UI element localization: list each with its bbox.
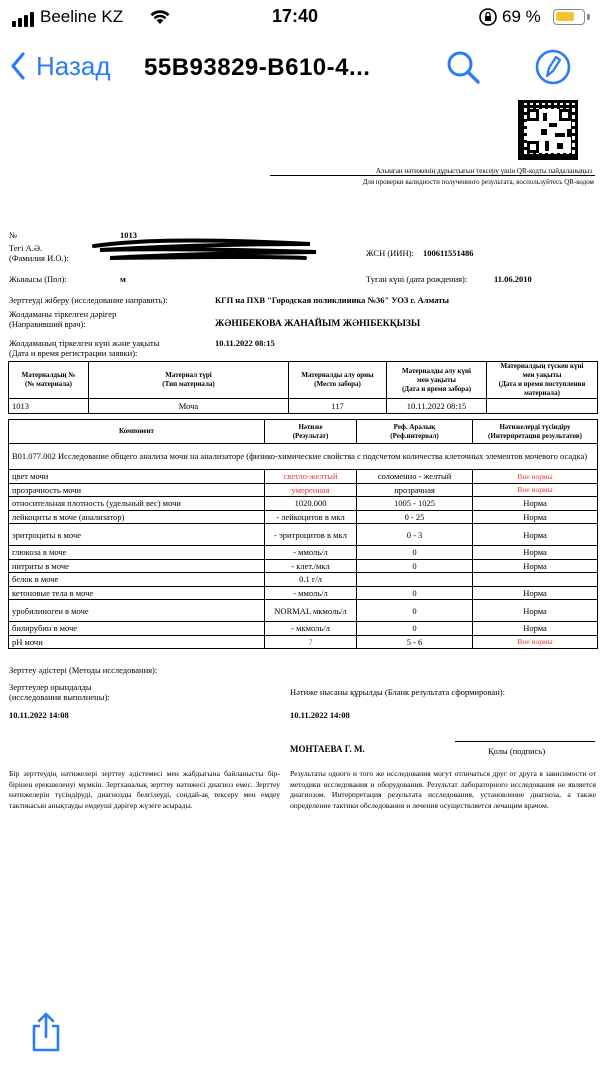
- pdf-document[interactable]: [0, 98, 600, 998]
- number-label: №: [9, 230, 18, 240]
- done-value: 10.11.2022 14:08: [9, 710, 69, 720]
- material-header-cell: Материал түрі (Тип материала): [89, 362, 289, 399]
- regdate-value: 10.11.2022 08:15: [215, 338, 275, 348]
- material-cell: 117: [289, 399, 387, 414]
- method-label: Зерттеу әдістері (Методы исследования):: [9, 665, 158, 675]
- test-title-row: [9, 444, 598, 470]
- regdate-label-kz: Жолдаманың тіркелген күні және уақыты: [9, 338, 160, 348]
- dob-label: Туған күні (дата рождения):: [366, 274, 468, 284]
- done-label-ru: (исследования выполнены):: [9, 692, 110, 702]
- result-name: эритроциты в моче: [9, 524, 265, 546]
- signature-line: [455, 741, 595, 742]
- result-value: светло-желтый: [265, 470, 357, 484]
- result-interpretation: Норма: [473, 497, 598, 511]
- result-interpretation: Вне нормы: [473, 635, 598, 649]
- result-interpretation: Норма: [473, 524, 598, 546]
- result-interpretation: Норма: [473, 622, 598, 636]
- result-name: уробилиноген в моче: [9, 600, 265, 622]
- battery-tip: [587, 14, 590, 20]
- material-header-cell: Материалдың түскен күні мен уақыты (Дата и время поступления материала): [487, 362, 598, 399]
- doctor-label-kz: Жолдаманы тіркелген дәрігер: [9, 309, 117, 319]
- qr-note-divider: [270, 175, 595, 176]
- material-cell: 1013: [9, 399, 89, 414]
- result-row: [9, 510, 598, 524]
- material-table: [8, 361, 598, 414]
- navigation-bar: [0, 36, 600, 98]
- name-label-ru: (Фамилия И.О.):: [9, 253, 69, 263]
- result-value: 1020.000: [265, 497, 357, 511]
- result-row: [9, 622, 598, 636]
- material-header-cell: Материалды алу күні мен уақыты (Дата и время забора): [387, 362, 487, 399]
- result-value: - клет./мкл: [265, 559, 357, 573]
- results-header-cell: Нәтижелерді түсіндіру (Интерпретация результатов): [473, 420, 598, 444]
- result-interpretation: Норма: [473, 586, 598, 600]
- markup-icon: [534, 48, 572, 86]
- result-interpretation: Норма: [473, 546, 598, 560]
- result-row: [9, 600, 598, 622]
- iin-label: ЖСН (ИИН):: [366, 248, 414, 258]
- result-interpretation: Вне нормы: [473, 470, 598, 484]
- name-label-kz: Тегі А.Ә.: [9, 243, 43, 253]
- regdate-label-ru: (Дата и время регистрации заявки):: [9, 348, 138, 358]
- sent-value: КГП на ПХВ "Городская поликлиника №36" УОЗ г. Алматы: [215, 295, 450, 305]
- result-interpretation: Норма: [473, 600, 598, 622]
- result-ref-interval: 0 - 3: [357, 524, 473, 546]
- result-value: - ммоль/л: [265, 586, 357, 600]
- result-row: [9, 524, 598, 546]
- result-interpretation: Норма: [473, 559, 598, 573]
- sex-value: м: [120, 274, 126, 284]
- result-interpretation: Вне нормы: [473, 483, 598, 497]
- result-row: [9, 635, 598, 649]
- chevron-left-icon: [10, 52, 26, 80]
- dob-value: 11.06.2010: [494, 274, 532, 284]
- result-row: [9, 586, 598, 600]
- document-title: 55B93829-B610-4...: [144, 54, 371, 81]
- doctor-label-ru: (Направивший врач):: [9, 319, 86, 329]
- result-ref-interval: соломенно - желтый: [357, 470, 473, 484]
- results-header-cell: Реф. Аралық (Реф.интервал): [357, 420, 473, 444]
- results-header-row: [9, 420, 598, 444]
- number-value: 1013: [120, 230, 137, 240]
- material-cell: Моча: [89, 399, 289, 414]
- result-value: умеренная: [265, 483, 357, 497]
- result-row: [9, 470, 598, 484]
- disclaimer-ru: Результаты одного и того же исследования могут отличаться друг от друга в зависимости от методики исследования и оборудования. Результат лабораторного исследования не является диагнозом. Интерпретация результата исследования, установление диагноза, а также определение тактики обследования и лечения осуществляется лечащим врачом.: [290, 769, 596, 810]
- result-name: билирубин в моче: [9, 622, 265, 636]
- results-table: [8, 419, 598, 649]
- result-ref-interval: прозрачная: [357, 483, 473, 497]
- carrier-name: Beeline KZ: [40, 7, 124, 26]
- result-name: лейкоциты в моче (анализатор): [9, 510, 265, 524]
- share-icon: [30, 1012, 62, 1052]
- result-value: 7: [265, 635, 357, 649]
- result-ref-interval: 0: [357, 586, 473, 600]
- material-cell: 10.11.2022 08:15: [387, 399, 487, 414]
- disclaimer-kz: Бір зерттеудің нәтижелері зерттеу әдістемесі мен жабдығына байланысты бір-бірінен ерекшеленуі мүмкін. Зертханалық зерттеу нәтижесі диагноз емес. Зерттеу нәтижелерін түсіндіруді, диагнозды белгілеуді, сондай-ақ тексеру мен емдеу тактикасын анықтауды емдеуші дәрігер жүзеге асырады.: [9, 769, 280, 810]
- result-interpretation: [473, 573, 598, 587]
- battery-icon: [553, 9, 585, 25]
- back-button[interactable]: [10, 46, 111, 86]
- material-header-row: [9, 362, 598, 399]
- qr-code: [518, 100, 578, 160]
- markup-button[interactable]: [534, 48, 572, 91]
- material-row: [9, 399, 598, 414]
- result-ref-interval: 0: [357, 546, 473, 560]
- formed-value: 10.11.2022 14:08: [290, 710, 350, 720]
- status-bar: [0, 0, 600, 34]
- search-icon: [444, 48, 482, 86]
- result-name: кетоновые тела в моче: [9, 586, 265, 600]
- result-ref-interval: 0 - 25: [357, 510, 473, 524]
- result-ref-interval: 0: [357, 559, 473, 573]
- result-row: [9, 483, 598, 497]
- cellular-signal-icon: [12, 9, 36, 27]
- result-interpretation: Норма: [473, 510, 598, 524]
- result-value: - мкмоль/л: [265, 622, 357, 636]
- done-label-kz: Зерттеулер орындалды: [9, 682, 92, 692]
- result-ref-interval: 0: [357, 600, 473, 622]
- signature-label: Қолы (подпись): [488, 746, 546, 756]
- qr-note-ru: Для проверки валидности полученного результата, воспользуйтесь QR-кодом: [362, 178, 594, 186]
- result-ref-interval: 1005 - 1025: [357, 497, 473, 511]
- result-value: - ммоль/л: [265, 546, 357, 560]
- sex-label: Жынысы (Пол):: [9, 274, 67, 284]
- result-name: относительная плотность (удельный вес) мочи: [9, 497, 265, 511]
- test-title: B01.077.002 Исследование общего анализа мочи на анализаторе (физико-химические свойства с подсчетом количества клеточных элементов мочевого осадка): [9, 444, 598, 470]
- material-header-cell: Материалды алу орны (Место забора): [289, 362, 387, 399]
- results-header-cell: Нәтиже (Результат): [265, 420, 357, 444]
- result-ref-interval: 0: [357, 622, 473, 636]
- signer-name: МОНТАЕВА Г. М.: [290, 744, 365, 754]
- material-cell: [487, 399, 598, 414]
- result-value: - лейкоцитов в мкл: [265, 510, 357, 524]
- result-value: NORMAL мкмоль/л: [265, 600, 357, 622]
- doctor-value: ЖӘНІБЕКОВА ЖАНАЙЫМ ЖӘНІБЕКҚЫЗЫ: [215, 319, 421, 329]
- search-button[interactable]: [444, 48, 482, 91]
- result-ref-interval: 5 - 6: [357, 635, 473, 649]
- battery-percent: 69 %: [502, 7, 541, 26]
- redacted-name-scribble: [90, 236, 320, 262]
- results-header-cell: Компонент: [9, 420, 265, 444]
- result-name: цвет мочи: [9, 470, 265, 484]
- result-name: прозрачность мочи: [9, 483, 265, 497]
- result-name: глюкоза в моче: [9, 546, 265, 560]
- share-button[interactable]: [30, 1012, 62, 1057]
- qr-note-kz: Алынған нәтиженің дұрыстығын тексеру үшін QR-кодты пайдаланыңыз: [375, 167, 592, 175]
- result-row: [9, 559, 598, 573]
- result-ref-interval: [357, 573, 473, 587]
- iin-value: 100611551486: [423, 248, 474, 258]
- result-name: pH мочи: [9, 635, 265, 649]
- material-header-cell: Материалдың № (№ материала): [9, 362, 89, 399]
- result-value: 0.1 г/л: [265, 573, 357, 587]
- result-row: [9, 497, 598, 511]
- result-row: [9, 573, 598, 587]
- sent-label: Зерттеуді жіберу (исследование направить):: [9, 295, 168, 305]
- result-name: нитриты в моче: [9, 559, 265, 573]
- orientation-lock-icon: [478, 7, 498, 32]
- result-name: белок в моче: [9, 573, 265, 587]
- result-value: - эритроцитов в мкл: [265, 524, 357, 546]
- result-row: [9, 546, 598, 560]
- clock: 17:40: [272, 6, 319, 26]
- back-label: Назад: [36, 50, 111, 81]
- wifi-icon: [148, 7, 172, 30]
- formed-label: Нәтиже нысаны құрылды (Бланк результата сформирован):: [290, 687, 505, 697]
